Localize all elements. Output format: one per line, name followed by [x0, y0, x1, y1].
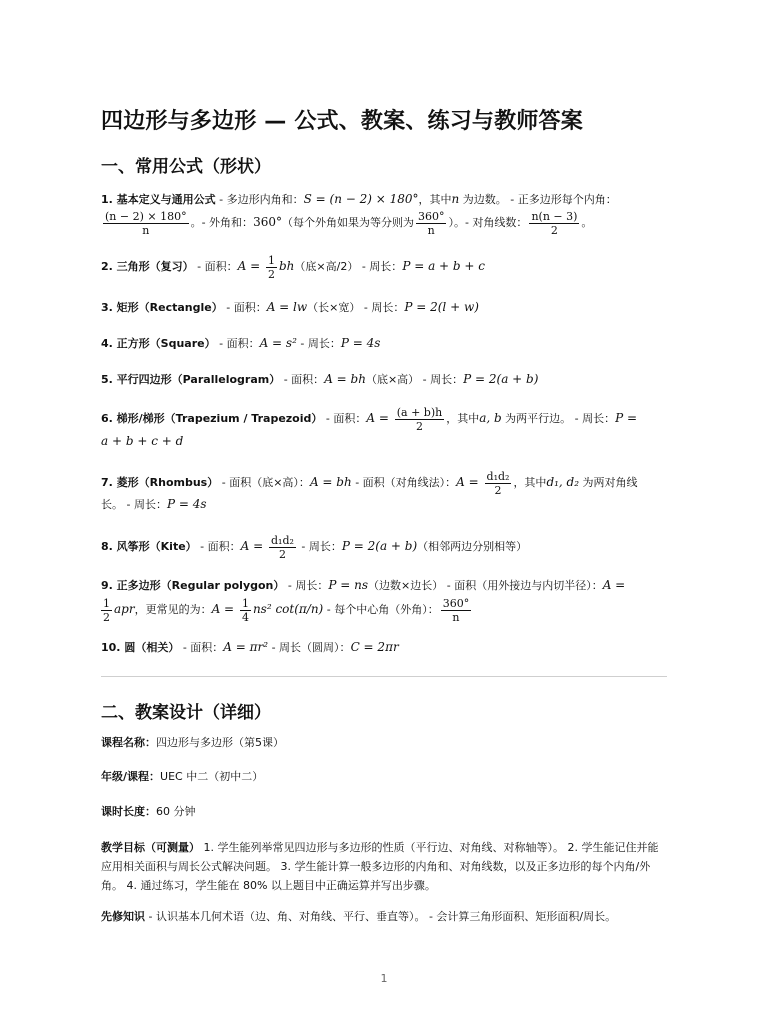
formula-item-9-line-2: $\frac{1}{2}$ apr，更常见的为：A = $\frac{1}{4}$ ns² cot(π/n) - 每个中心角（外角）： $\frac{360^\circ}{n}$ [103, 596, 470, 624]
duration-line: 课时长度：60 分钟 [101, 805, 196, 818]
formula-item-7-line-1: 7. 菱形（Rhombus） - 面积（底×高）：A = bh - 面积（对角线法）：A = $\frac{\text{d₁d₂}}{2}$ ，其中d₁, d₂ 为两对角线 [101, 469, 638, 497]
formula-item-4: 4. 正方形（Square） - 面积：A = s² - 周长：P = 4s [101, 336, 381, 350]
formula-item-3: 3. 矩形（Rectangle） - 面积：A = lw（长×宽） - 周长：P = 2(l + w) [101, 300, 479, 314]
fraction: $\frac{(n - 2) \times 180^\circ}{n}$ [105, 209, 187, 237]
formula-item-6-line-1: 6. 梯形/梯形（Trapezium / Trapezoid） - 面积：A = $\frac{(a + b)h}{2}$ ，其中a, b 为两平行边。 - 周长：P = [101, 405, 638, 433]
fraction: $\frac{1}{2}$ [103, 596, 110, 624]
formula-item-1-line-1: 1. 基本定义与通用公式 - 多边形内角和：S = (n − 2) × 180°，其中n 为边数。 - 正多边形每个内角： [101, 192, 617, 206]
section-heading-formulas: 一、常用公式（形状） [101, 157, 271, 177]
formula-item-10: 10. 圆（相关） - 面积：A = πr² - 周长（圆周）：C = 2πr [101, 640, 399, 654]
course-name-line: 课程名称：四边形与多边形（第5课） [101, 736, 284, 749]
fraction: $\frac{1}{4}$ [241, 596, 249, 624]
formula-item-9-line-1: 9. 正多边形（Regular polygon） - 周长：P = ns（边数×边长） - 面积（用外接边与内切半径）：A = [101, 578, 626, 592]
document-title: 四边形与多边形 — 公式、教案、练习与教师答案 [101, 109, 583, 134]
fraction: $\frac{360^\circ}{n}$ [417, 209, 445, 237]
fraction: $\frac{360^\circ}{n}$ [442, 596, 470, 624]
prerequisites-line: 先修知识 - 认识基本几何术语（边、角、对角线、平行、垂直等）。 - 会计算三角形面积、矩形面积/周长。 [101, 910, 617, 923]
formula-item-8: 8. 风筝形（Kite） - 面积：A = $\frac{\text{d₁d₂}}{2}$ - 周长：P = 2(a + b)（相邻两边分别相等） [101, 533, 528, 561]
fraction: $\frac{\text{d₁d₂}}{2}$ [271, 533, 294, 561]
formula-item-2: 2. 三角形（复习） - 面积：A = $\frac{1}{2}$ bh（底×高/2） - 周长：P = a + b + c [101, 253, 485, 281]
fraction: $\frac{(a + b)h}{2}$ [396, 405, 443, 433]
formula-item-5: 5. 平行四边形（Parallelogram） - 面积：A = bh（底×高） - 周长：P = 2(a + b) [101, 372, 539, 386]
formula-item-1-line-2: $\frac{(n - 2) \times 180^\circ}{n}$ 。- 外角和：360°（每个外角如果为等分则为 $\frac{360^\circ}{n}$ ）。- 对角线数： $\frac{n(n - 3)}{2}$ 。 [105, 209, 593, 237]
fraction: $\frac{1}{2}$ [268, 253, 275, 281]
section-divider [101, 676, 667, 677]
formula-item-6-line-2: a + b + c + d [101, 434, 184, 448]
section-heading-lesson-plan: 二、教案设计（详细） [101, 703, 271, 723]
formula-item-7-line-2: 长。 - 周长：P = 4s [101, 497, 207, 511]
page-number: 1 [380, 972, 388, 985]
teaching-goals: 教学目标（可测量） 1. 学生能列举常见四边形与多边形的性质（平行边、对角线、对称轴等）。 2. 学生能记住并能应用相关面积与周长公式解决问题。 3. 学生能计算一般多边形的内角和、对角线数，以及正多边形的每个内角/外角。 4. 通过练习，学生能在 80% 以上题目中正确运算并写出步骤。 [101, 841, 659, 892]
grade-line: 年级/课程：UEC 中二（初中二） [101, 770, 264, 783]
fraction: $\frac{\text{d₁d₂}}{2}$ [486, 469, 510, 497]
fraction: $\frac{n(n - 3)}{2}$ [531, 209, 578, 237]
